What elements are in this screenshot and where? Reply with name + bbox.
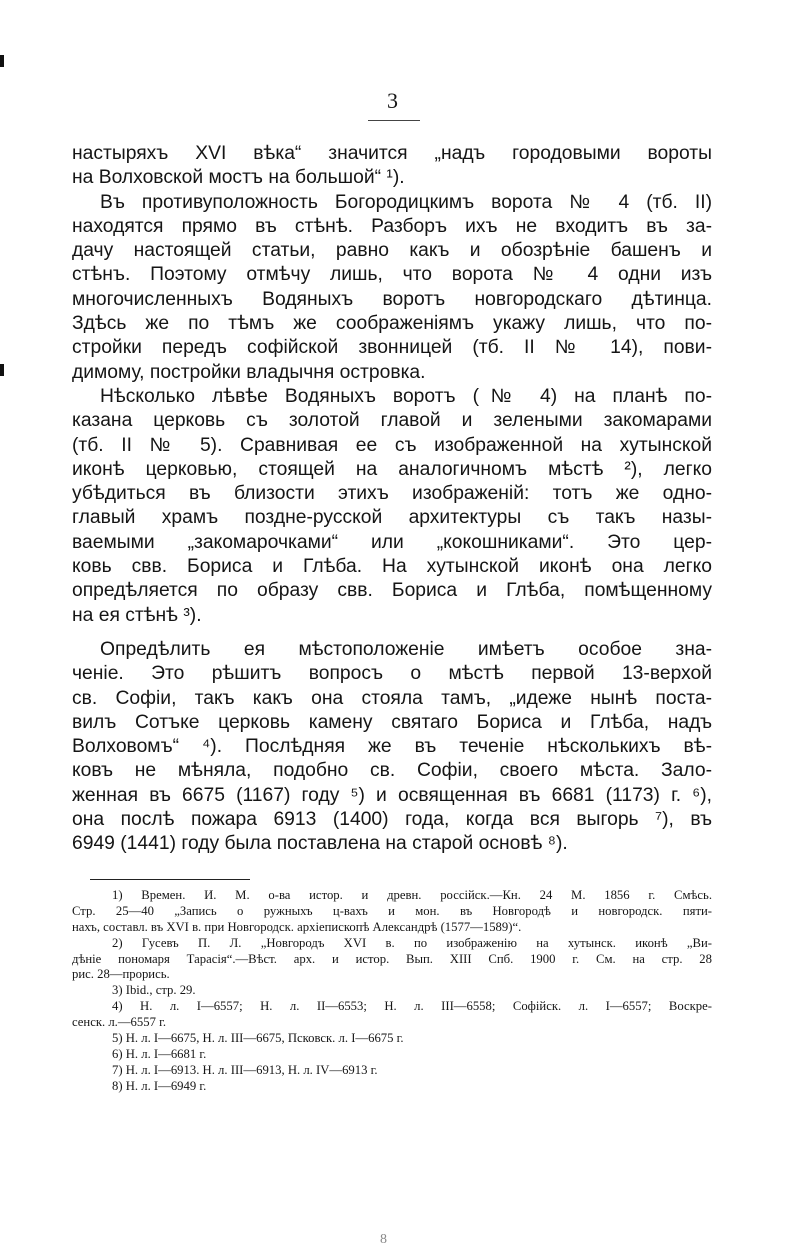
text-line: Волховомъ“ ⁴). Послѣдняя же въ теченіе нѣсколькихъ вѣ- bbox=[72, 736, 712, 758]
text-line: ваемыми „закомарочками“ или „кокошниками“. Это цер- bbox=[72, 531, 712, 553]
text-line: ченіе. Это рѣшитъ вопросъ о мѣстѣ первой 13-верхой bbox=[72, 663, 712, 685]
text-line: (тб. II № 5). Сравнивая ее съ изображенной на хутынской bbox=[72, 434, 712, 456]
text-line: главый храмъ поздне-русской архитектуры съ такъ назы- bbox=[72, 507, 712, 529]
footnote-line: 7) Н. л. I—6913. Н. л. III—6913, Н. л. IV—6913 г. bbox=[112, 1062, 378, 1077]
footnote-line: Стр. 25—40 „Запись о ружныхъ ц-вахъ и мон. въ Новгородѣ и новгородск. пяти- bbox=[72, 903, 712, 918]
text-line: Здѣсь же по тѣмъ же соображеніямъ укажу лишь, что по- bbox=[72, 313, 712, 335]
text-line: димому, постройки владычня островка. bbox=[72, 361, 426, 383]
text-line: опредѣляется по образу свв. Бориса и Глѣба, помѣщенному bbox=[72, 580, 712, 602]
text-line: Въ противуположность Богородицкимъ ворота № 4 (тб. II) bbox=[100, 191, 712, 213]
text-line: стройки передъ софійской звонницей (тб. II № 14), пови- bbox=[72, 337, 712, 359]
text-line: убѣдиться въ близости этихъ изображеній: тотъ же одно- bbox=[72, 483, 712, 505]
footnote-line: рис. 28—прорись. bbox=[72, 967, 170, 982]
footnote-divider bbox=[90, 879, 250, 880]
text-line: Опредѣлить ея мѣстоположеніе имѣетъ особое зна- bbox=[100, 638, 712, 660]
body-text bbox=[72, 142, 712, 857]
footnote-line: 1) Времен. И. М. о-ва истор. и древн. россійск.—Кн. 24 М. 1856 г. Смѣсь. bbox=[112, 888, 712, 902]
text-line: на ея стѣнѣ ³). bbox=[72, 604, 202, 626]
text-line: настыряхъ XVI вѣка“ значится „надъ городовыми вороты bbox=[72, 143, 712, 164]
page-number: 3 bbox=[387, 88, 398, 113]
text-line: находятся прямо въ стѣнѣ. Разборъ ихъ не входитъ въ за- bbox=[72, 215, 712, 237]
text-line: иконѣ церковью, стоящей на аналогичномъ мѣстѣ ²), легко bbox=[72, 458, 712, 480]
page-number-rule bbox=[368, 120, 420, 121]
text-line: казана церковь съ золотой главой и зелеными закомарами bbox=[72, 410, 712, 432]
footnote-line: 5) Н. л. I—6675, Н. л. III—6675, Псковск. л. I—6675 г. bbox=[112, 1031, 404, 1046]
footnotes bbox=[72, 888, 712, 1095]
text-line: на Волховской мостъ на большой“ ¹). bbox=[72, 167, 405, 189]
footnote-line: сенск. л.—6557 г. bbox=[72, 1015, 167, 1030]
text-line: вилъ Сотъке церковь камену святаго Бориса и Глѣба, надъ bbox=[72, 711, 712, 733]
text-line: св. Софіи, такъ какъ она стояла тамъ, „идеже нынѣ поста- bbox=[72, 687, 712, 709]
footnote-line: 6) Н. л. I—6681 г. bbox=[112, 1046, 207, 1061]
text-line: женная въ 6675 (1167) году ⁵) и освященная въ 6681 (1173) г. ⁶), bbox=[72, 784, 712, 806]
text-line: Нѣсколько лѣвѣе Водяныхъ воротъ (№ 4) на планѣ по- bbox=[100, 385, 712, 407]
text-line: стѣнъ. Поэтому отмѣчу лишь, что ворота № 4 одни изъ bbox=[72, 264, 712, 286]
scan-edge-mark bbox=[0, 364, 4, 376]
text-line: она послѣ пожара 6913 (1400) года, когда вся выгорь ⁷), въ bbox=[72, 809, 712, 831]
text-line: 6949 (1441) году была поставлена на старой основѣ ⁸). bbox=[72, 833, 568, 855]
text-line: дачу настоящей статьи, равно какъ и обозрѣніе башенъ и bbox=[72, 240, 712, 262]
footnote-line: 3) Ibid., стр. 29. bbox=[112, 983, 196, 998]
footnote-line: нахъ, составл. въ XVI в. при Новгородск. архіепископѣ Александрѣ (1577—1589)“. bbox=[72, 919, 522, 934]
footnote-line: 4) Н. л. I—6557; Н. л. II—6553; Н. л. III—6558; Софійск. л. I—6557; Воскре- bbox=[112, 999, 712, 1014]
footnote-line: 2) Гусевъ П. Л. „Новгородъ XVI в. по изображенію на хутынск. иконѣ „Ви- bbox=[112, 935, 712, 950]
text-line: ковь свв. Бориса и Глѣба. На хутынской иконѣ она легко bbox=[72, 556, 712, 578]
text-line: ковъ не мѣняла, подобно св. Софіи, своего мѣста. Зало- bbox=[72, 760, 712, 782]
footnote-line: 8) Н. л. I—6949 г. bbox=[112, 1078, 207, 1093]
signature-mark: 8 bbox=[380, 1232, 387, 1247]
footnote-line: дѣніе пономаря Тарасія“.—Вѣст. арх. и истор. Вып. XIII Спб. 1900 г. См. на стр. 28 bbox=[72, 951, 712, 966]
scan-edge-mark bbox=[0, 55, 4, 67]
text-line: многочисленныхъ Водяныхъ воротъ новгородскаго дѣтинца. bbox=[72, 288, 712, 310]
